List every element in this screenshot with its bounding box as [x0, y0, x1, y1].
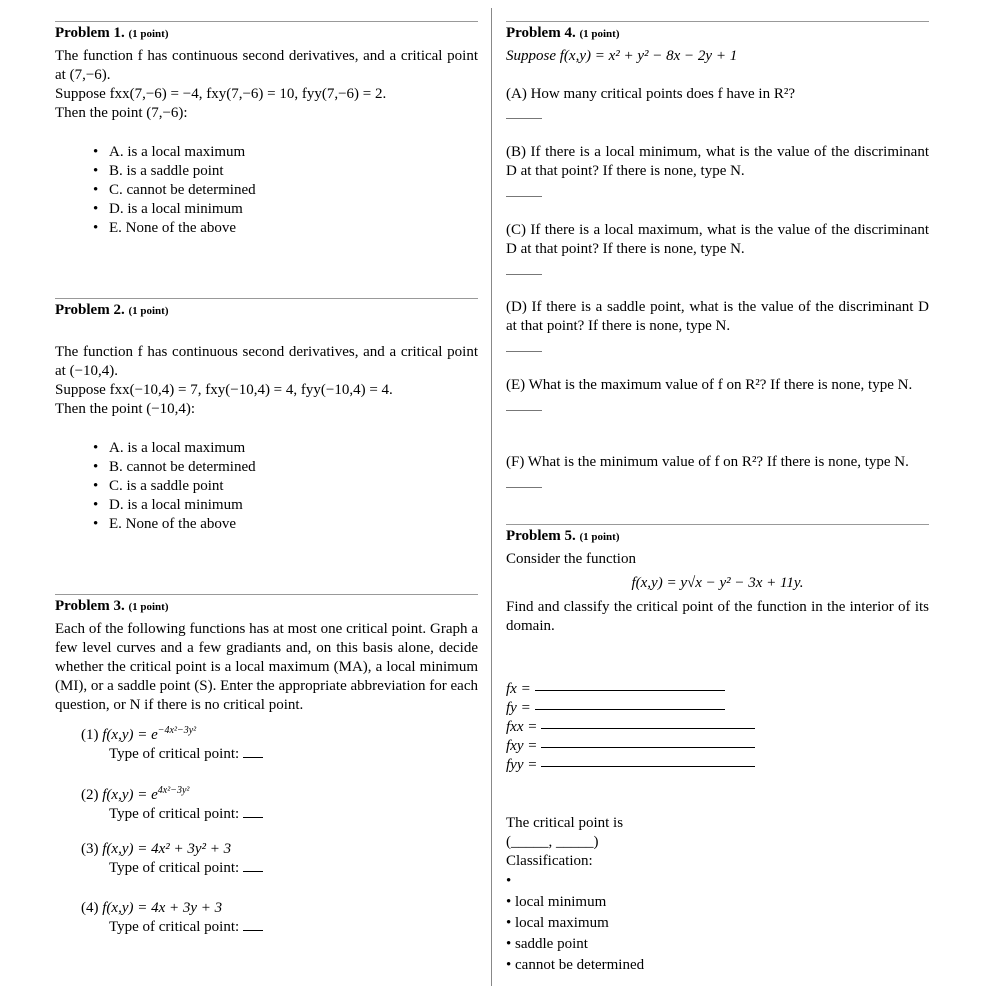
- deriv-label: fyy =: [506, 757, 538, 773]
- answer-blank[interactable]: [243, 859, 263, 872]
- answer-line[interactable]: [541, 765, 755, 767]
- choice-item[interactable]: • A. is a local maximum: [91, 439, 478, 458]
- deriv-label: fxy =: [506, 738, 538, 754]
- answer-blank[interactable]: [243, 805, 263, 818]
- problem-2-title: Problem 2. (1 point): [55, 302, 169, 318]
- deriv-fxx: [506, 718, 755, 737]
- item-number: (2): [81, 787, 99, 803]
- deriv-label: fxx =: [506, 719, 538, 735]
- problem-5-function: f(x,y) = y√x − y² − 3x + 11y.: [631, 575, 804, 591]
- problem-2-statement: The function f has continuous second derivatives, and a critical point at (−10,4).: [55, 344, 478, 379]
- column-divider: [491, 8, 492, 986]
- answer-line[interactable]: [541, 727, 755, 729]
- problem-3-intro: Each of the following functions has at most one critical point. Graph a few level curves and a few gradiants and, on this basis alone, decide whether the critical point is a local maximum (MA), a local minimum (MI), or a saddle point (S). Enter the appropriate abbreviation for each question, or N if there is no critical point.: [55, 621, 478, 713]
- problem-4-part-e: [506, 376, 929, 411]
- choice-item[interactable]: • B. is a saddle point: [91, 162, 478, 181]
- choice-item[interactable]: • E. None of the above: [91, 515, 478, 534]
- problem-4-part-f: [506, 453, 929, 488]
- function-expression: f(x,y) = e: [102, 727, 158, 743]
- part-question: (B) If there is a local minimum, what is the value of the discriminant D at that point? If there is none, type N.: [506, 144, 929, 179]
- function-expression: f(x,y) = 4x² + 3y² + 3: [102, 841, 232, 857]
- deriv-label: fy =: [506, 700, 531, 716]
- option-local-minimum[interactable]: • local minimum: [506, 894, 607, 910]
- problem-4-rule: [506, 21, 929, 22]
- problem-4: [506, 21, 929, 470]
- problem-2-question: Then the point (−10,4):: [55, 401, 196, 417]
- answer-line[interactable]: [541, 746, 755, 748]
- answer-line[interactable]: [506, 117, 542, 119]
- function-expression: f(x,y) = e: [102, 787, 158, 803]
- classification-label: Classification:: [506, 853, 593, 869]
- part-question: (D) If there is a saddle point, what is the value of the discriminant D at that point? If there is none, type N.: [506, 299, 929, 334]
- problem-4-part-c: [506, 221, 929, 275]
- choice-item[interactable]: • C. cannot be determined: [91, 181, 478, 200]
- classification-options: [506, 871, 929, 976]
- problem-2-values: Suppose fxx(−10,4) = 7, fxy(−10,4) = 4, fyy(−10,4) = 4.: [55, 382, 393, 398]
- answer-line[interactable]: [506, 409, 542, 411]
- problem-4-title: Problem 4. (1 point): [506, 25, 620, 41]
- problem-2-choices: [55, 439, 478, 534]
- option-saddle-point[interactable]: • saddle point: [506, 936, 588, 952]
- problem-1-choices: [55, 143, 478, 238]
- problem-3-rule: [55, 594, 478, 595]
- choice-item[interactable]: • A. is a local maximum: [91, 143, 478, 162]
- deriv-fxy: [506, 737, 755, 756]
- answer-line[interactable]: [535, 689, 725, 691]
- type-label: Type of critical point:: [109, 860, 240, 876]
- answer-line[interactable]: [506, 350, 542, 352]
- problem-2: [55, 298, 478, 534]
- problem-5: [506, 524, 929, 973]
- function-expression: f(x,y) = 4x + 3y + 3: [102, 900, 223, 916]
- answer-line[interactable]: [535, 708, 725, 710]
- problem-1-rule: [55, 21, 478, 22]
- item-number: (4): [81, 900, 99, 916]
- deriv-fyy: [506, 756, 755, 775]
- problem-4-part-b: [506, 143, 929, 197]
- critical-point-section: [506, 814, 929, 976]
- problem-3-title: Problem 3. (1 point): [55, 598, 169, 614]
- item-number: (3): [81, 841, 99, 857]
- problem-1-values: Suppose fxx(7,−6) = −4, fxy(7,−6) = 10, fyy(7,−6) = 2.: [55, 86, 387, 102]
- problem-2-rule: [55, 298, 478, 299]
- function-exponent: 4x²−3y²: [157, 785, 190, 796]
- part-question: (E) What is the maximum value of f on R²? If there is none, type N.: [506, 377, 913, 393]
- answer-line[interactable]: [506, 273, 542, 275]
- problem-5-title: Problem 5. (1 point): [506, 528, 620, 544]
- empty-option[interactable]: •: [506, 873, 512, 889]
- problem-1-statement: The function f has continuous second derivatives, and a critical point at (7,−6).: [55, 48, 478, 83]
- option-local-maximum[interactable]: • local maximum: [506, 915, 609, 931]
- type-label: Type of critical point:: [109, 746, 240, 762]
- problem-3-item-2: [81, 781, 263, 824]
- problem-5-rule: [506, 524, 929, 525]
- problem-3-item-3: [81, 840, 263, 878]
- choice-item[interactable]: • C. is a saddle point: [91, 477, 478, 496]
- problem-4-function: Suppose f(x,y) = x² + y² − 8x − 2y + 1: [506, 48, 738, 64]
- problem-4-part-d: [506, 298, 929, 352]
- problem-5-consider: Consider the function: [506, 551, 636, 567]
- part-question: (C) If there is a local maximum, what is the value of the discriminant D at that point? If there is none, type N.: [506, 222, 929, 257]
- answer-line[interactable]: [506, 486, 542, 488]
- part-question: (F) What is the minimum value of f on R²? If there is none, type N.: [506, 454, 909, 470]
- problem-1-title: Problem 1. (1 point): [55, 25, 169, 41]
- critical-label: The critical point is: [506, 815, 624, 831]
- deriv-fx: [506, 680, 725, 699]
- problem-3-item-4: [81, 899, 263, 937]
- deriv-fy: [506, 699, 725, 718]
- answer-line[interactable]: [506, 195, 542, 197]
- choice-item[interactable]: • E. None of the above: [91, 219, 478, 238]
- problem-3: [55, 594, 478, 935]
- deriv-label: fx =: [506, 681, 531, 697]
- problem-1: [55, 21, 478, 238]
- type-label: Type of critical point:: [109, 919, 240, 935]
- problem-5-instruction: Find and classify the critical point of the function in the interior of its domain.: [506, 599, 929, 634]
- option-cannot-determine[interactable]: • cannot be determined: [506, 957, 645, 973]
- item-number: (1): [81, 727, 99, 743]
- answer-blank[interactable]: [243, 745, 263, 758]
- problem-3-item-1: [81, 721, 263, 764]
- problem-1-question: Then the point (7,−6):: [55, 105, 188, 121]
- function-exponent: −4x²−3y²: [157, 725, 197, 736]
- type-label: Type of critical point:: [109, 806, 240, 822]
- part-question: (A) How many critical points does f have in R²?: [506, 86, 796, 102]
- answer-blank[interactable]: [243, 918, 263, 931]
- critical-blank[interactable]: (_____, _____): [506, 834, 599, 850]
- problem-4-part-a: [506, 85, 929, 119]
- choice-item[interactable]: • D. is a local minimum: [91, 496, 478, 515]
- choice-item[interactable]: • D. is a local minimum: [91, 200, 478, 219]
- choice-item[interactable]: • B. cannot be determined: [91, 458, 478, 477]
